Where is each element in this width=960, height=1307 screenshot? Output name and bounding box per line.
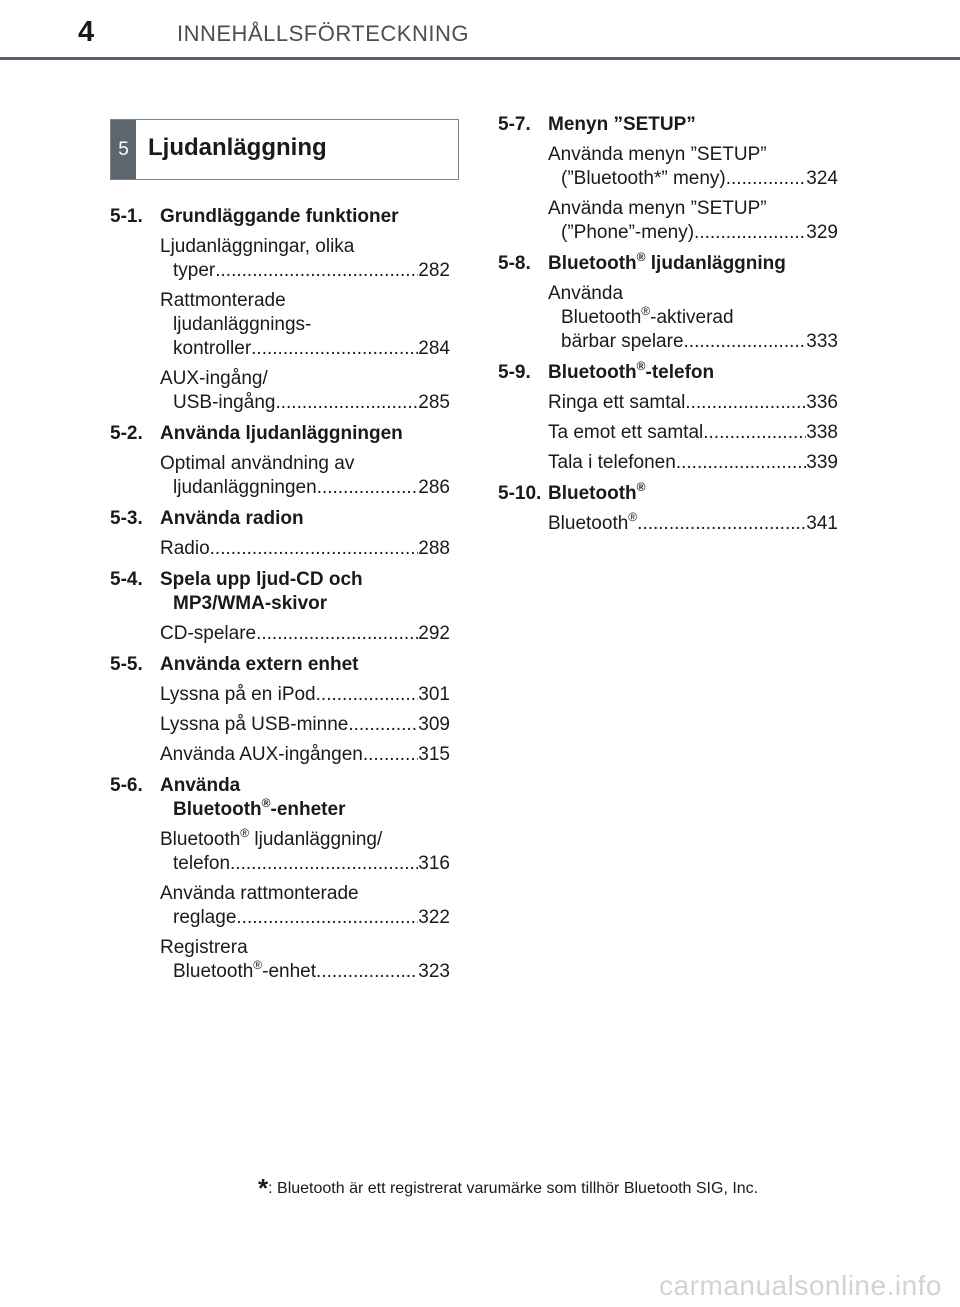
- section-number: 5-2.: [110, 423, 143, 444]
- toc-entry[interactable]: [110, 936, 450, 984]
- toc-entry[interactable]: [498, 451, 838, 475]
- toc-entry[interactable]: [110, 289, 450, 361]
- page-ref: 315: [418, 744, 450, 765]
- footnote-text: : Bluetooth är ett registrerat varumärke som tillhör Bluetooth SIG, Inc.: [268, 1180, 759, 1197]
- page-ref: 341: [806, 513, 838, 534]
- section-title-text: ljudanläggning: [645, 253, 786, 274]
- toc-entry[interactable]: [110, 743, 450, 767]
- chapter-title: Ljudanläggning: [148, 134, 327, 161]
- section-title: Grundläggande funktioner: [160, 206, 399, 227]
- entry-text: Ljudanläggningar, olika: [160, 236, 355, 257]
- section-title-text: Bluetooth: [548, 362, 637, 383]
- section-number: 5-9.: [498, 362, 531, 383]
- section-number: 5-6.: [110, 775, 143, 796]
- toc-section[interactable]: [110, 774, 450, 822]
- section-title: [548, 250, 786, 274]
- section-title-text: Bluetooth: [548, 253, 637, 274]
- toc-section[interactable]: [498, 252, 838, 276]
- toc-entry[interactable]: [110, 622, 450, 646]
- entry-text-part: Bluetooth: [160, 829, 241, 850]
- toc-section[interactable]: [110, 205, 450, 229]
- toc-section[interactable]: [110, 568, 450, 616]
- entry-text: ljudanläggnings-: [173, 314, 312, 335]
- page-ref: 309: [418, 714, 450, 735]
- section-title-text: -enheter: [270, 799, 346, 820]
- entry-text: Använda menyn ”SETUP”: [548, 144, 767, 165]
- toc-column-left: [110, 205, 450, 990]
- entry-text: Radio: [160, 538, 210, 559]
- toc-column-right: [498, 113, 838, 542]
- page-ref: 333: [806, 331, 838, 352]
- dot-leader: [726, 167, 807, 191]
- entry-text: Använda menyn ”SETUP”: [548, 198, 767, 219]
- page-ref: 322: [418, 907, 450, 928]
- page-title: INNEHÅLLSFÖRTECKNING: [177, 21, 469, 46]
- toc-entry[interactable]: [110, 683, 450, 707]
- section-number: 5-7.: [498, 114, 531, 135]
- toc-section[interactable]: [110, 422, 450, 446]
- dot-leader: [363, 743, 418, 767]
- entry-text: Använda rattmonterade: [160, 883, 359, 904]
- section-title-text: Bluetooth: [548, 483, 637, 504]
- entry-text-part: ljudanläggning/: [249, 829, 383, 850]
- toc-entry[interactable]: [498, 197, 838, 245]
- entry-text: bärbar spelare: [561, 331, 684, 352]
- dot-leader: [685, 391, 806, 415]
- registered-mark: ®: [240, 826, 250, 840]
- entry-text: (”Bluetooth*” meny): [561, 168, 726, 189]
- toc-section[interactable]: [498, 113, 838, 137]
- entry-text: [160, 828, 450, 852]
- watermark: carmanualsonline.info: [659, 1270, 942, 1301]
- dot-leader: [210, 537, 419, 561]
- section-title: Använda extern enhet: [160, 654, 359, 675]
- toc-entry[interactable]: [498, 421, 838, 445]
- dot-leader: [256, 622, 418, 646]
- registered-mark: ®: [636, 359, 646, 373]
- page-ref: 282: [418, 260, 450, 281]
- entry-text: Rattmonterade: [160, 290, 286, 311]
- entry-text-part: Bluetooth: [173, 961, 254, 982]
- section-title: Spela upp ljud-CD och: [160, 569, 363, 590]
- page-ref: 336: [806, 392, 838, 413]
- entry-text: AUX-ingång/: [160, 368, 268, 389]
- toc-entry[interactable]: [110, 537, 450, 561]
- section-title: [548, 480, 646, 504]
- section-title-text: Bluetooth: [173, 799, 262, 820]
- section-title-text: -telefon: [645, 362, 715, 383]
- dot-leader: [684, 330, 807, 354]
- entry-text-part: Bluetooth: [548, 513, 629, 534]
- section-number: 5-4.: [110, 569, 143, 590]
- page-ref: 324: [806, 168, 838, 189]
- page-ref: 339: [806, 452, 838, 473]
- entry-text: [548, 512, 637, 536]
- page-ref: 329: [806, 222, 838, 243]
- section-title: Använda: [160, 775, 241, 796]
- toc-section[interactable]: [110, 653, 450, 677]
- toc-entry[interactable]: [498, 143, 838, 191]
- dot-leader: [251, 337, 418, 361]
- page-ref: 316: [418, 853, 450, 874]
- entry-text-part: -enhet: [262, 961, 317, 982]
- dot-leader: [694, 221, 806, 245]
- entry-text: reglage: [173, 907, 237, 928]
- entry-text-part: Bluetooth: [561, 307, 642, 328]
- section-title: [548, 359, 715, 383]
- entry-text: Ringa ett samtal: [548, 392, 686, 413]
- dot-leader: [348, 713, 418, 737]
- dot-leader: [230, 852, 418, 876]
- toc-entry[interactable]: [110, 452, 450, 500]
- entry-text: USB-ingång: [173, 392, 276, 413]
- page-ref: 285: [418, 392, 450, 413]
- section-title-cont: [160, 798, 450, 822]
- dot-leader: [317, 476, 419, 500]
- dot-leader: [275, 391, 418, 415]
- page-ref: 284: [418, 338, 450, 359]
- chapter-heading: [110, 119, 459, 180]
- section-number: 5-3.: [110, 508, 143, 529]
- entry-text: Tala i telefonen: [548, 452, 676, 473]
- section-number: 5-1.: [110, 206, 143, 227]
- toc-section[interactable]: [498, 361, 838, 385]
- page-ref: 292: [418, 623, 450, 644]
- chapter-number-tab: 5: [111, 120, 136, 179]
- section-title: Använda ljudanläggningen: [160, 423, 403, 444]
- page-ref: 323: [418, 961, 450, 982]
- entry-text: Lyssna på USB-minne: [160, 714, 349, 735]
- entry-text: [173, 960, 316, 984]
- entry-text: CD-spelare: [160, 623, 257, 644]
- registered-mark: ®: [636, 480, 646, 494]
- entry-text: Optimal användning av: [160, 453, 355, 474]
- registered-mark: ®: [253, 960, 263, 972]
- dot-leader: [637, 512, 806, 536]
- entry-text: Lyssna på en iPod: [160, 684, 316, 705]
- dot-leader: [676, 451, 806, 475]
- entry-text: Använda: [548, 283, 624, 304]
- page-ref: 301: [418, 684, 450, 705]
- toc-entry[interactable]: [110, 235, 450, 283]
- section-title: Menyn ”SETUP”: [548, 114, 696, 135]
- toc-section[interactable]: [110, 507, 450, 531]
- dot-leader: [316, 683, 419, 707]
- entry-text: (”Phone”-meny): [561, 222, 695, 243]
- toc-entry[interactable]: [498, 512, 838, 536]
- section-number: 5-10.: [498, 483, 542, 504]
- section-number: 5-8.: [498, 253, 531, 274]
- entry-text: kontroller: [173, 338, 252, 359]
- registered-mark: ®: [628, 512, 638, 524]
- toc-entry[interactable]: [498, 391, 838, 415]
- section-number: 5-5.: [110, 654, 143, 675]
- dot-leader: [703, 421, 806, 445]
- footnote-marker: *: [258, 1173, 269, 1203]
- page-ref: 288: [418, 538, 450, 559]
- page-ref: 286: [418, 477, 450, 498]
- toc-section[interactable]: [498, 482, 838, 506]
- entry-text: typer: [173, 260, 216, 281]
- page-ref: 338: [806, 422, 838, 443]
- entry-text: ljudanläggningen: [173, 477, 317, 498]
- registered-mark: ®: [636, 250, 646, 264]
- toc-entry[interactable]: [110, 713, 450, 737]
- registered-mark: ®: [641, 304, 651, 318]
- page-number: 4: [78, 16, 95, 48]
- footnote: [258, 1173, 758, 1204]
- entry-text-part: -aktiverad: [650, 307, 734, 328]
- entry-text: telefon: [173, 853, 231, 874]
- entry-text: Registrera: [160, 937, 248, 958]
- header-rule: [0, 57, 960, 60]
- dot-leader: [215, 259, 418, 283]
- section-title-cont: MP3/WMA-skivor: [173, 593, 328, 614]
- entry-text: Ta emot ett samtal: [548, 422, 704, 443]
- toc-entry[interactable]: [498, 282, 838, 354]
- toc-entry[interactable]: [110, 828, 450, 876]
- toc-entry[interactable]: [110, 882, 450, 930]
- section-title: Använda radion: [160, 508, 304, 529]
- entry-text: [548, 306, 838, 330]
- toc-entry[interactable]: [110, 367, 450, 415]
- page-header: [0, 0, 960, 62]
- registered-mark: ®: [261, 796, 271, 810]
- dot-leader: [236, 906, 418, 930]
- entry-text: Använda AUX-ingången: [160, 744, 363, 765]
- dot-leader: [316, 960, 418, 984]
